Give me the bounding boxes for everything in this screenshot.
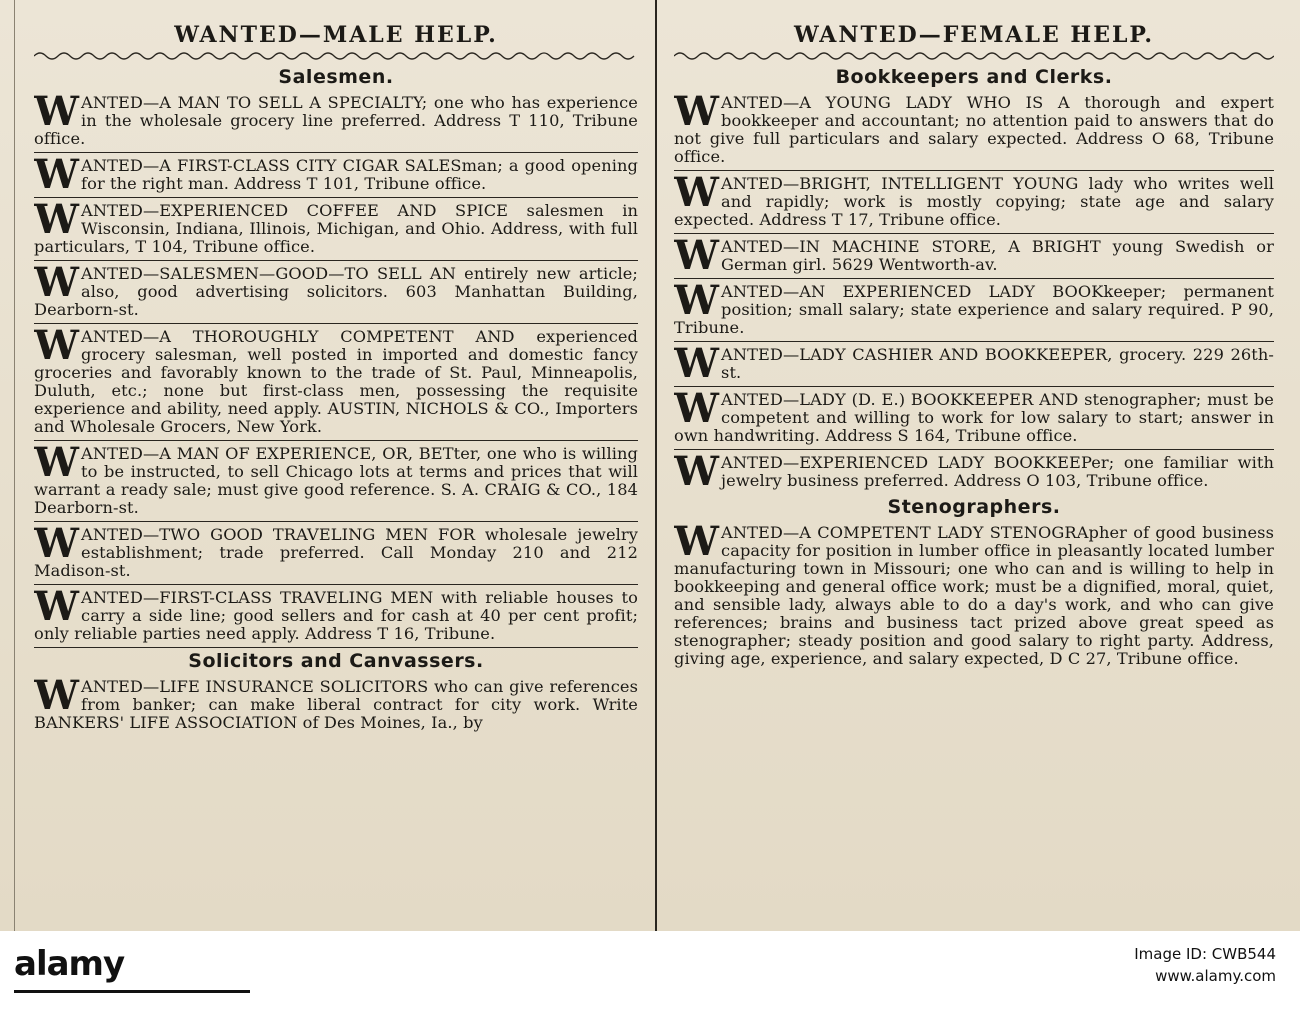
classified-ad — [674, 340, 1274, 387]
drop-cap: W — [674, 232, 720, 279]
drop-cap: W — [674, 88, 720, 135]
classified-ad — [34, 520, 638, 585]
male-help-heading: WANTED—MALE HELP. — [174, 22, 498, 48]
drop-cap: W — [34, 672, 80, 719]
section-title: Stenographers. — [887, 496, 1061, 518]
drop-cap: W — [34, 322, 80, 369]
wavy-divider — [34, 50, 638, 62]
drop-cap: W — [34, 259, 80, 306]
drop-cap: W — [34, 88, 80, 135]
image-id — [1134, 943, 1276, 987]
classified-ad — [34, 259, 638, 324]
classified-ad — [34, 439, 638, 522]
ad-text: ANTED—TWO GOOD TRAVELING MEN FOR wholesale jewelry establishment; trade preferred. Call Monday 210 and 212 Madison-st. — [34, 525, 638, 580]
drop-cap: W — [674, 518, 720, 565]
drop-cap: W — [674, 385, 720, 432]
drop-cap: W — [34, 583, 80, 630]
image-id-text: Image ID: CWB544 — [1134, 945, 1276, 963]
wavy-divider — [674, 50, 1274, 62]
ad-text: ANTED—A COMPETENT LADY STENOGRApher of good business capacity for position in lumber office in pleasantly located lumber manufacturing town in Missouri; one who can and is willing to help in bookkeeping and general office work; must be a dignified, moral, quiet, and sensible lady, always able to do a day's work, and who can give references; brains and business tact prized above great speed as stenographer; steady position and good salary to right party. Address, giving age, experience, and salary expected, D C 27, Tribune office. — [674, 523, 1274, 668]
ad-text: ANTED—A FIRST-CLASS CITY CIGAR SALESman; a good opening for the right man. Address T 101, Tribune office. — [81, 156, 638, 193]
drop-cap: W — [34, 151, 80, 198]
ad-text: ANTED—EXPERIENCED LADY BOOKKEEPer; one familiar with jewelry business preferred. Address O 103, Tribune office. — [721, 453, 1274, 490]
ad-text: ANTED—LIFE INSURANCE SOLICITORS who can give references from banker; can make liberal contract for city work. Write BANKERS' LIFE ASSOCIATION of Des Moines, Ia., by — [34, 677, 638, 732]
classified-ad — [34, 196, 638, 261]
classified-ad — [674, 385, 1274, 450]
section-title: Salesmen. — [278, 66, 394, 88]
classified-ad — [34, 672, 638, 736]
drop-cap: W — [674, 340, 720, 387]
drop-cap: W — [674, 448, 720, 495]
logo-underline — [14, 990, 250, 993]
ad-text: ANTED—A YOUNG LADY WHO IS A thorough and expert bookkeeper and accountant; no attention paid to answers that do not give full particulars and salary expected. Address O 68, Tribune office. — [674, 93, 1274, 166]
ad-text: ANTED—AN EXPERIENCED LADY BOOKkeeper; permanent position; small salary; state experience and salary required. P 90, Tribune. — [674, 282, 1274, 337]
page-edge-rule — [14, 0, 15, 931]
ad-text: ANTED—FIRST-CLASS TRAVELING MEN with reliable houses to carry a side line; good sellers and for cash at 40 per cent profit; only reliable parties need apply. Address T 16, Tribune. — [34, 588, 638, 643]
ad-text: ANTED—A MAN TO SELL A SPECIALTY; one who has experience in the wholesale grocery line preferred. Address T 110, Tribune office. — [34, 93, 638, 148]
drop-cap: W — [34, 439, 80, 486]
classified-ad — [34, 88, 638, 153]
ad-text: ANTED—EXPERIENCED COFFEE AND SPICE salesmen in Wisconsin, Indiana, Illinois, Michigan, and Ohio. Address, with full particulars, T 104, Tribune office. — [34, 201, 638, 256]
classified-ad — [674, 277, 1274, 342]
ad-text: ANTED—A MAN OF EXPERIENCE, OR, BETter, one who is willing to be instructed, to sell Chicago lots at terms and prices that will warrant a ready sale; must give good reference. S. A. CRAIG & CO., 184 Dearborn-st. — [34, 444, 638, 517]
drop-cap: W — [34, 520, 80, 567]
drop-cap: W — [674, 277, 720, 324]
site-url: www.alamy.com — [1155, 967, 1276, 985]
ad-text: ANTED—SALESMEN—GOOD—TO SELL AN entirely new article; also, good advertising solicitors. 603 Manhattan Building, Dearborn-st. — [34, 264, 638, 319]
watermark-strip — [0, 931, 1300, 1021]
female-help-column — [674, 0, 1274, 931]
female-help-heading: WANTED—FEMALE HELP. — [794, 22, 1154, 48]
classified-ad — [34, 583, 638, 648]
classified-ad — [674, 88, 1274, 171]
classified-ad — [674, 232, 1274, 279]
ad-text: ANTED—IN MACHINE STORE, A BRIGHT young Swedish or German girl. 5629 Wentworth-av. — [721, 237, 1274, 274]
section-title: Solicitors and Canvassers. — [188, 650, 484, 672]
ad-text: ANTED—BRIGHT, INTELLIGENT YOUNG lady who writes well and rapidly; work is mostly copying; state age and salary expected. Address T 17, Tribune office. — [674, 174, 1274, 229]
classified-ad — [674, 169, 1274, 234]
drop-cap: W — [674, 169, 720, 216]
section-title: Bookkeepers and Clerks. — [835, 66, 1113, 88]
alamy-logo: alamy — [14, 944, 125, 984]
drop-cap: W — [34, 196, 80, 243]
male-help-column — [34, 0, 638, 931]
ad-text: ANTED—A THOROUGHLY COMPETENT AND experienced grocery salesman, well posted in imported and domestic fancy groceries and favorably known to the trade of St. Paul, Minneapolis, Duluth, etc.; none but first-class men, possessing the requisite experience and ability, need apply. AUSTIN, NICHOLS & CO., Importers and Wholesale Grocers, New York. — [34, 327, 638, 436]
classified-ad — [674, 448, 1274, 495]
classified-ad — [674, 518, 1274, 672]
classified-ad — [34, 322, 638, 441]
classified-ad — [34, 151, 638, 198]
ad-text: ANTED—LADY CASHIER AND BOOKKEEPER, grocery. 229 26th-st. — [721, 345, 1274, 382]
column-rule — [655, 0, 657, 931]
ad-text: ANTED—LADY (D. E.) BOOKKEEPER AND stenographer; must be competent and willing to work for low salary to start; answer in own handwriting. Address S 164, Tribune office. — [674, 390, 1274, 445]
